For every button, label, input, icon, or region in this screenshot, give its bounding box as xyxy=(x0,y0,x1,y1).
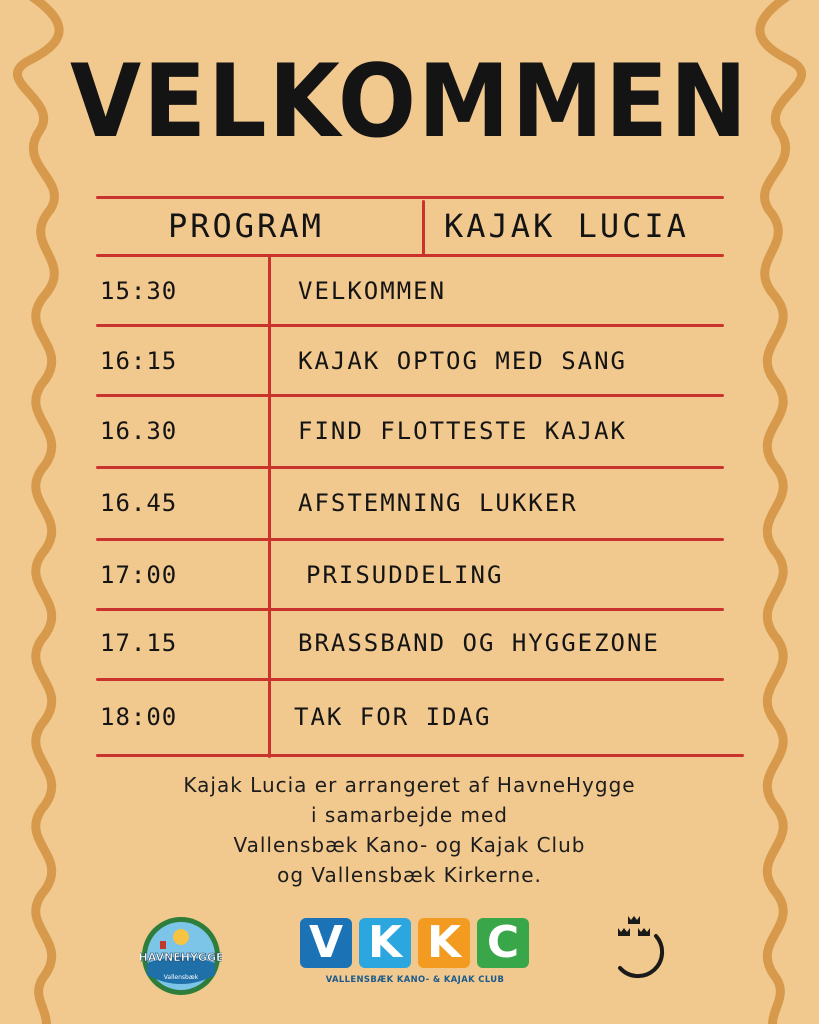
crowns-crescent-icon xyxy=(612,910,678,986)
row-time: 16.45 xyxy=(100,489,178,517)
row-activity: AFSTEMNING LUKKER xyxy=(298,489,578,517)
row-activity: TAK FOR IDAG xyxy=(294,703,492,731)
program-table xyxy=(96,196,724,761)
table-divider xyxy=(96,754,744,757)
credits-line: og Vallensbæk Kirkerne. xyxy=(277,863,542,887)
credits-text xyxy=(0,770,819,890)
table-row xyxy=(96,396,724,466)
table-divider xyxy=(96,678,724,681)
vkkc-letter: K xyxy=(359,918,411,968)
row-activity: FIND FLOTTESTE KAJAK xyxy=(298,417,627,445)
row-activity: BRASSBAND OG HYGGEZONE xyxy=(298,629,660,657)
vkkc-logo xyxy=(300,918,530,990)
table-row xyxy=(96,608,724,678)
row-time: 15:30 xyxy=(100,277,178,305)
table-row xyxy=(96,256,724,326)
header-column-divider xyxy=(422,200,425,256)
row-activity: KAJAK OPTOG MED SANG xyxy=(298,347,627,375)
vkkc-letter: K xyxy=(418,918,470,968)
table-row xyxy=(96,326,724,396)
table-row xyxy=(96,540,724,610)
header-program: PROGRAM xyxy=(168,207,324,245)
havnehygge-place: Vallensbæk xyxy=(163,974,199,981)
table-row xyxy=(96,468,724,538)
havnehygge-logo xyxy=(140,915,222,997)
vkkc-letter: C xyxy=(477,918,529,968)
table-row xyxy=(96,682,724,752)
row-time: 17:00 xyxy=(100,561,178,589)
row-time: 16:15 xyxy=(100,347,178,375)
row-activity: VELKOMMEN xyxy=(298,277,447,305)
row-time: 18:00 xyxy=(100,703,178,731)
vkkc-letter: V xyxy=(300,918,352,968)
credits-line: i samarbejde med xyxy=(311,803,508,827)
havnehygge-badge-icon xyxy=(140,915,222,997)
kirkerne-logo xyxy=(612,910,678,986)
havnehygge-name: HAVNEHYGGE xyxy=(140,951,222,964)
credits-line: Vallensbæk Kano- og Kajak Club xyxy=(233,833,586,857)
page-title: VELKOMMEN xyxy=(70,42,749,161)
credits-line: Kajak Lucia er arrangeret af HavneHygge xyxy=(183,773,636,797)
row-time: 17.15 xyxy=(100,629,178,657)
vkkc-club-name: VALLENSBÆK KANO- & KAJAK CLUB xyxy=(325,974,505,984)
row-time: 16.30 xyxy=(100,417,178,445)
header-event-name: KAJAK LUCIA xyxy=(444,207,689,245)
row-activity: PRISUDDELING xyxy=(306,561,504,589)
